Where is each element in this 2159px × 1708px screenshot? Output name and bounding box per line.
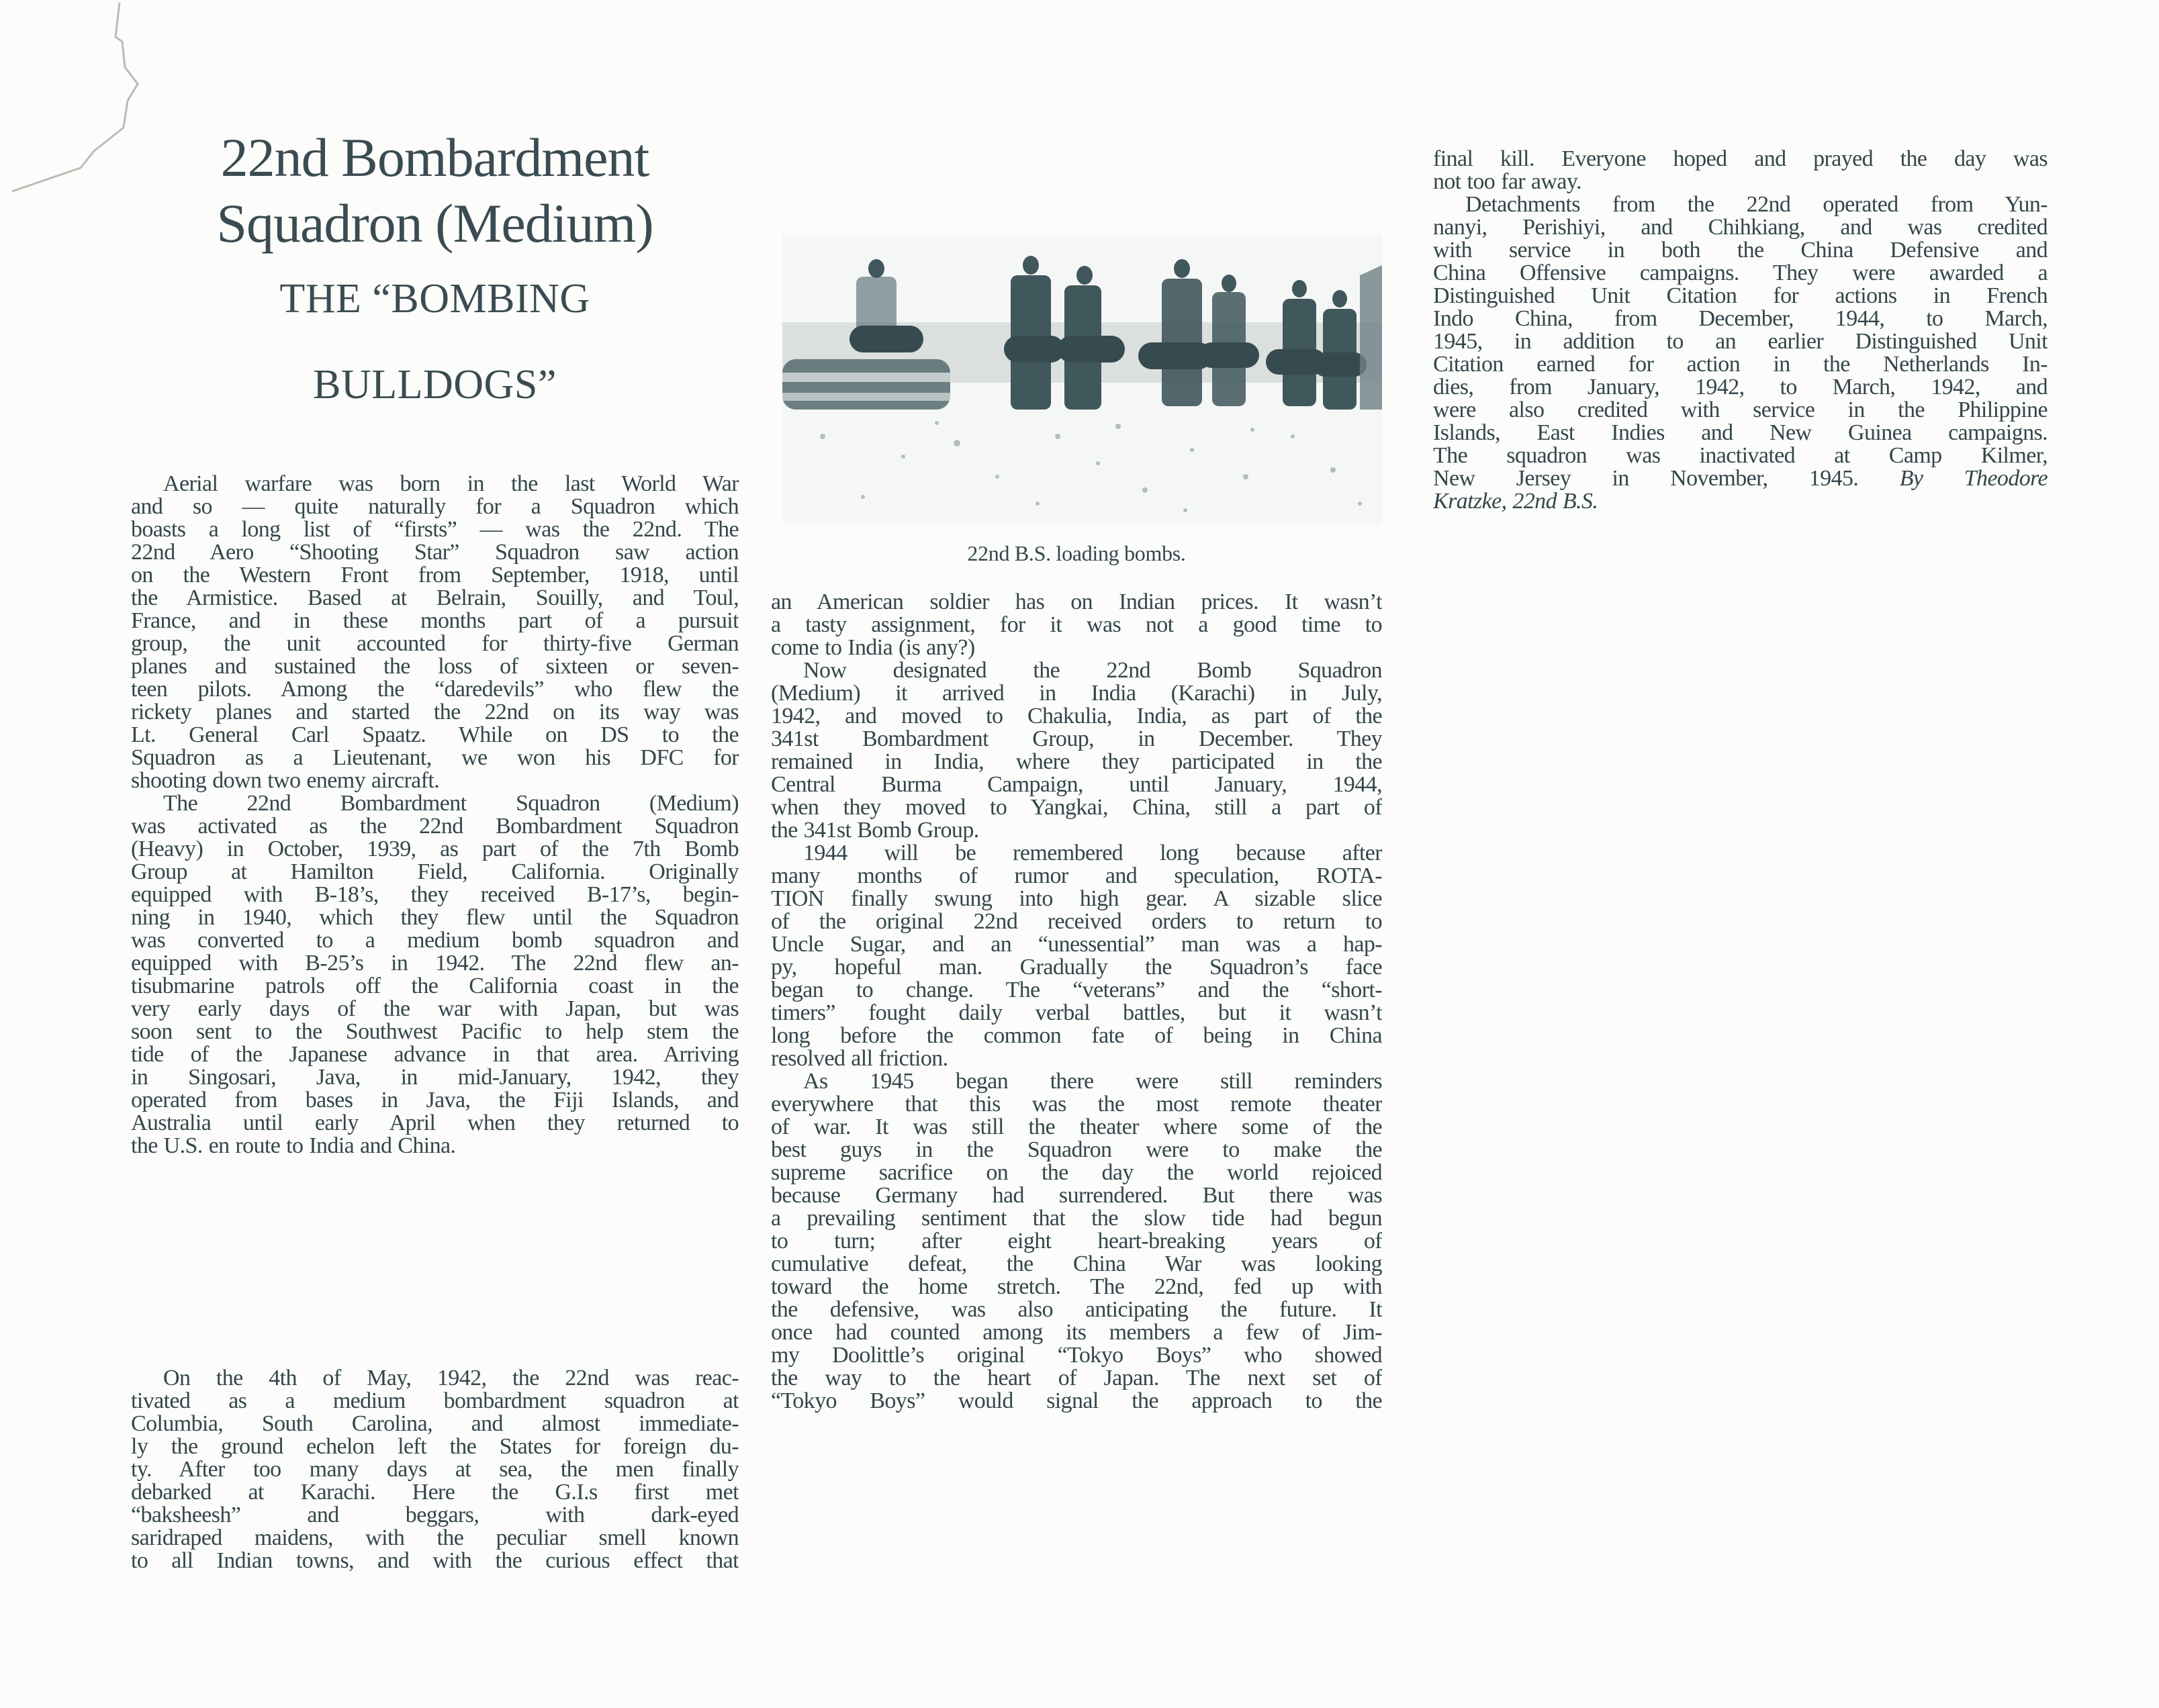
text-line: rickety planes and started the 22nd on its way was	[131, 701, 739, 724]
article-title-line-2: Squadron (Medium)	[216, 193, 653, 254]
text-line: ning in 1940, which they flew until the Squadron	[131, 906, 739, 929]
text-line: to turn; after eight heart-breaking years of	[771, 1230, 1382, 1253]
text-line: tide of the Japanese advance in that area. Arriving	[131, 1043, 739, 1066]
text-line: a tasty assignment, for it was not a good time to	[771, 614, 1382, 636]
text-line: on the Western Front from September, 1918, until	[131, 564, 739, 587]
byline-author-continued: Kratzke, 22nd B.S.	[1433, 490, 1598, 513]
text-line: The 22nd Bombardment Squadron (Medium)	[163, 792, 739, 815]
text-line: supreme sacrifice on the day the world rejoiced	[771, 1161, 1382, 1184]
text-line: Citation earned for action in the Netherlands In-	[1433, 353, 2048, 376]
text-line: the way to the heart of Japan. The next set of	[771, 1367, 1382, 1390]
article-subtitle-line-2: BULLDOGS”	[313, 362, 557, 408]
text-line: and so — quite naturally for a Squadron which	[131, 495, 739, 518]
text-line: began to change. The “veterans” and the “short-	[771, 979, 1382, 1002]
text-line: shooting down two enemy aircraft.	[131, 769, 440, 792]
text-line: “Tokyo Boys” would signal the approach to the	[771, 1390, 1382, 1413]
text-line: long before the common fate of being in China	[771, 1025, 1382, 1047]
text-line: Uncle Sugar, and an “unessential” man was a hap-	[771, 933, 1382, 956]
column-1-text	[131, 473, 739, 1157]
text-line: toward the home stretch. The 22nd, fed up with	[771, 1276, 1382, 1298]
text-line: my Doolittle’s original “Tokyo Boys” who showed	[771, 1344, 1382, 1367]
text-line: ly the ground echelon left the States for foreign du-	[131, 1435, 739, 1458]
text-line: once had counted among its members a few of Jim-	[771, 1321, 1382, 1344]
text-line: planes and sustained the loss of sixteen or seven-	[131, 655, 739, 678]
text-line: of war. It was still the theater where some of the	[771, 1116, 1382, 1139]
text-line: the defensive, was also anticipating the future. It	[771, 1298, 1382, 1321]
photo-caption: 22nd B.S. loading bombs.	[967, 541, 1186, 565]
text-line: timers” fought daily verbal battles, but it wasn’t	[771, 1002, 1382, 1025]
text-line: everywhere that this was the most remote theater	[771, 1093, 1382, 1116]
text-line: debarked at Karachi. Here the G.I.s first met	[131, 1481, 739, 1504]
text-line: not too far away.	[1433, 171, 1581, 193]
text-line: France, and in these months part of a pursuit	[131, 610, 739, 632]
text-line: China Offensive campaigns. They were awarded a	[1433, 262, 2048, 285]
text-line: TION finally swung into high gear. A sizable slice	[771, 888, 1382, 910]
text-line: Squadron as a Lieutenant, we won his DFC for	[131, 747, 739, 769]
text-line: with service in both the China Defensive and	[1433, 239, 2048, 262]
text-line: (Medium) it arrived in India (Karachi) in July,	[771, 682, 1382, 705]
text-line: a prevailing sentiment that the slow tide had begun	[771, 1207, 1382, 1230]
text-line: “baksheesh” and beggars, with dark-eyed	[131, 1504, 739, 1527]
column-2-text	[771, 591, 1382, 1413]
text-line: Islands, East Indies and New Guinea campaigns.	[1433, 422, 2048, 444]
text-line: New Jersey in November, 1945. By Theodore	[1433, 467, 2048, 490]
text-line: the U.S. en route to India and China.	[131, 1135, 456, 1157]
text-line: an American soldier has on Indian prices. It wasn’t	[771, 591, 1382, 614]
article-subtitle-line-1: THE “BOMBING	[279, 276, 590, 322]
text-line: Aerial warfare was born in the last World War	[163, 473, 739, 495]
text-line: The squadron was inactivated at Camp Kilmer,	[1433, 444, 2048, 467]
text-line: come to India (is any?)	[771, 636, 975, 659]
text-line: py, hopeful man. Gradually the Squadron’s face	[771, 956, 1382, 979]
photo-loading-bombs	[782, 235, 1382, 524]
text-line: very early days of the war with Japan, but was	[131, 998, 739, 1021]
text-line: group, the unit accounted for thirty-five German	[131, 632, 739, 655]
text-line: 1944 will be remembered long because after	[803, 842, 1382, 865]
text-line: Australia until early April when they returned to	[131, 1112, 739, 1135]
text-line: remained in India, where they participated in the	[771, 751, 1382, 773]
text-line: As 1945 began there were still reminders	[803, 1070, 1382, 1093]
text-line: 22nd Aero “Shooting Star” Squadron saw action	[131, 541, 739, 564]
byline-author: By Theodore	[1899, 467, 2048, 490]
text-line: tivated as a medium bombardment squadron at	[131, 1390, 739, 1413]
text-line: resolved all friction.	[771, 1047, 948, 1070]
text-line: were also credited with service in the Philippine	[1433, 399, 2048, 422]
text-line: saridraped maidens, with the peculiar smell known	[131, 1527, 739, 1550]
text-line: was activated as the 22nd Bombardment Squadron	[131, 815, 739, 838]
text-line: equipped with B-25’s in 1942. The 22nd flew an-	[131, 952, 739, 975]
text-line: when they moved to Yangkai, China, still a part of	[771, 796, 1382, 819]
text-line: the Armistice. Based at Belrain, Souilly, and Toul,	[131, 587, 739, 610]
text-line: (Heavy) in October, 1939, as part of the 7th Bomb	[131, 838, 739, 861]
text-line: operated from bases in Java, the Fiji Islands, and	[131, 1089, 739, 1112]
text-line: teen pilots. Among the “daredevils” who flew the	[131, 678, 739, 701]
text-line: dies, from January, 1942, to March, 1942, and	[1433, 376, 2048, 399]
text-line: equipped with B-18’s, they received B-17’s, begin-	[131, 884, 739, 906]
text-line: tisubmarine patrols off the California coast in the	[131, 975, 739, 998]
text-line: Lt. General Carl Spaatz. While on DS to the	[131, 724, 739, 747]
text-line: cumulative defeat, the China War was looking	[771, 1253, 1382, 1276]
text-line: of the original 22nd received orders to return to	[771, 910, 1382, 933]
text-line: Group at Hamilton Field, California. Originally	[131, 861, 739, 884]
text-line: nanyi, Perishiyi, and Chihkiang, and was credited	[1433, 216, 2048, 239]
text-line: On the 4th of May, 1942, the 22nd was reac-	[163, 1367, 739, 1390]
text-line: because Germany had surrendered. But there was	[771, 1184, 1382, 1207]
text-line: many months of rumor and speculation, ROTA-	[771, 865, 1382, 888]
text-line: 1942, and moved to Chakulia, India, as part of the	[771, 705, 1382, 728]
text-line: Indo China, from December, 1944, to March,	[1433, 307, 2048, 330]
text-line: 1945, in addition to an earlier Distinguished Unit	[1433, 330, 2048, 353]
text-line: Detachments from the 22nd operated from Yun-	[1465, 193, 2048, 216]
text-line: soon sent to the Southwest Pacific to help stem the	[131, 1021, 739, 1043]
text-line: best guys in the Squadron were to make the	[771, 1139, 1382, 1161]
text-line: Columbia, South Carolina, and almost immediate-	[131, 1413, 739, 1435]
article-title-line-1: 22nd Bombardment	[220, 127, 649, 188]
text-line: in Singosari, Java, in mid-January, 1942, they	[131, 1066, 739, 1089]
text-line: final kill. Everyone hoped and prayed the day was	[1433, 148, 2048, 171]
text-line: boasts a long list of “firsts” — was the 22nd. The	[131, 518, 739, 541]
column-1-second-section	[131, 1367, 739, 1572]
text-line: ty. After too many days at sea, the men finally	[131, 1458, 739, 1481]
text-line: was converted to a medium bomb squadron and	[131, 929, 739, 952]
text-line: Central Burma Campaign, until January, 1944,	[771, 773, 1382, 796]
text-line: Now designated the 22nd Bomb Squadron	[803, 659, 1382, 682]
column-3-text	[1433, 148, 2048, 513]
text-line: 341st Bombardment Group, in December. They	[771, 728, 1382, 751]
text-line: the 341st Bomb Group.	[771, 819, 979, 842]
text-line: Distinguished Unit Citation for actions in French	[1433, 285, 2048, 307]
text-line: to all Indian towns, and with the curious effect that	[131, 1550, 739, 1572]
